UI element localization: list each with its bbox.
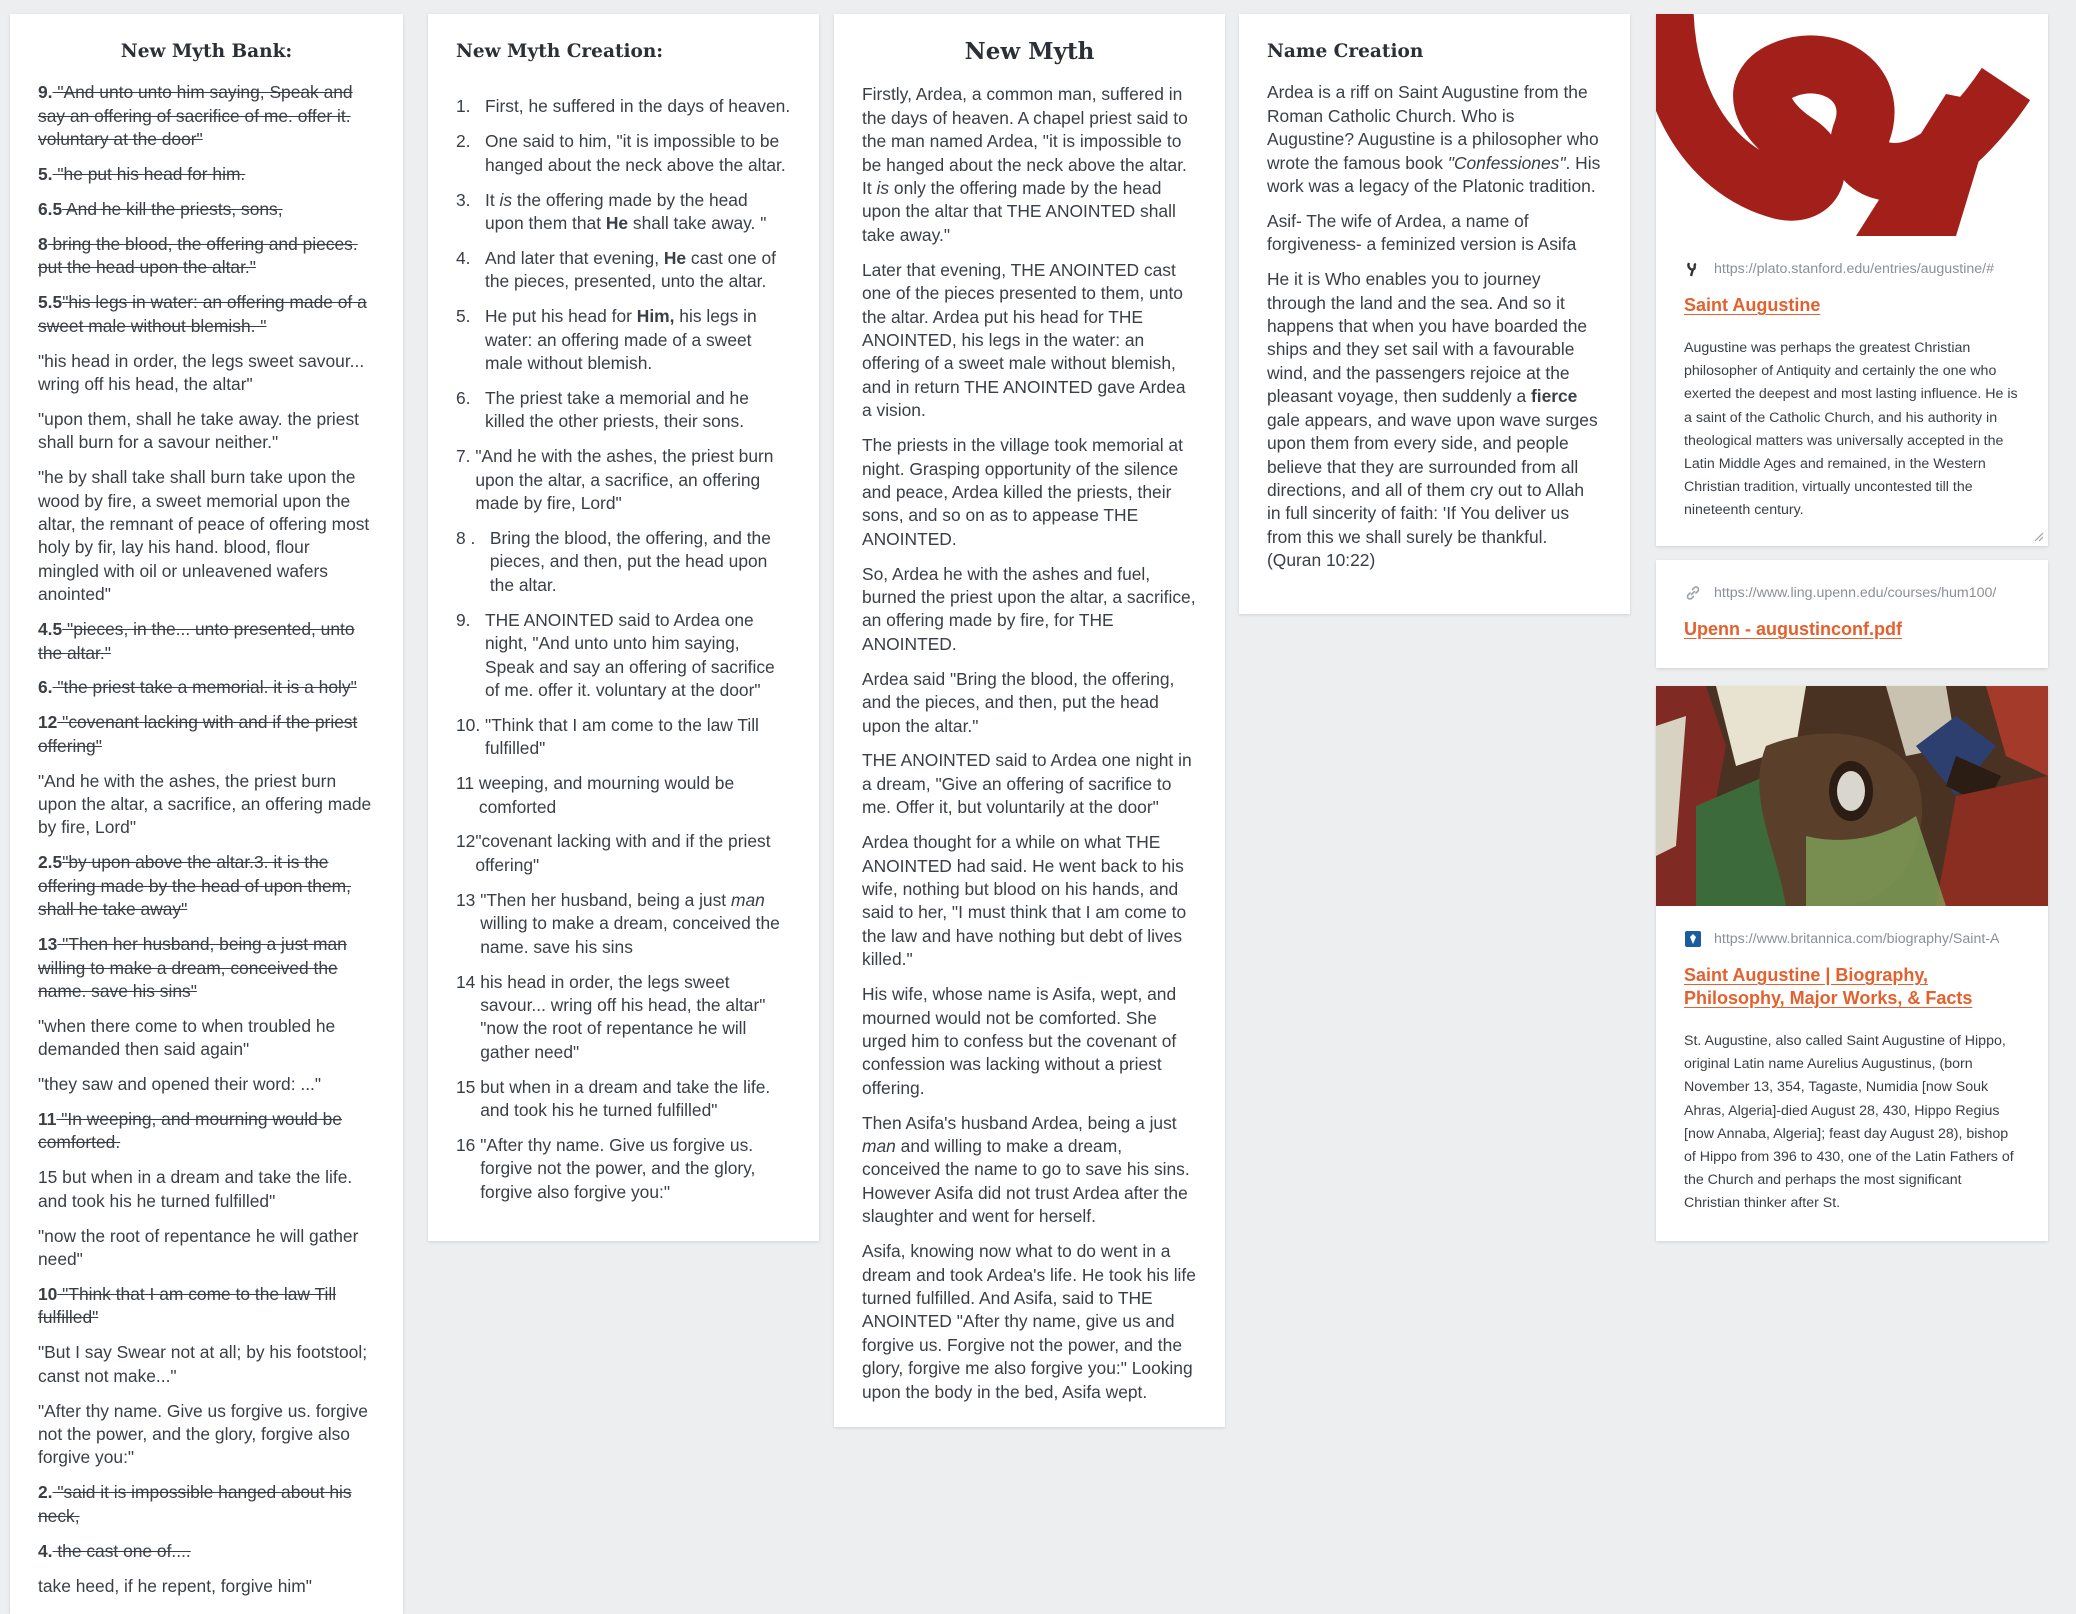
text-run: . His work was a legacy of the Platonic tradition.: [1267, 152, 1601, 197]
bank-item-number: 4.: [38, 1540, 53, 1561]
creation-item: [456, 1134, 791, 1204]
bank-item-number: 11: [38, 1109, 57, 1130]
bank-item-text: "But I say Swear not at all; by his footstool; canst not make...": [38, 1342, 368, 1386]
creation-item-number: 15: [456, 1076, 481, 1097]
creation-item-text: [485, 609, 791, 703]
bank-item-number: 10: [38, 1283, 58, 1304]
link-card-plato[interactable]: [1656, 14, 2048, 546]
myth-paragraph: [862, 749, 1197, 819]
bank-item-text: "Think that I am come to the law Till fulfilled": [38, 1283, 337, 1328]
myth-paragraph: [862, 1240, 1197, 1404]
creation-item-text: [480, 889, 791, 959]
myth-paragraph: [862, 83, 1197, 247]
text-run: Then Asifa's husband Ardea, being a just: [862, 1112, 1177, 1133]
creation-item: [456, 247, 791, 294]
bank-item-text: "And unto unto him saying, Speak and say an offering of sacrifice of me. offer it. voluntary at the door": [38, 82, 353, 150]
creation-item: [456, 830, 791, 877]
bank-item: [38, 1166, 375, 1213]
text-run: One said to him, "it is impossible to be hanged about the neck above the altar.: [485, 131, 786, 175]
bank-item-text: "when there come to when troubled he demanded then said again": [38, 1015, 336, 1060]
text-run: the offering made by the head upon them that: [485, 189, 748, 234]
text-run: He put his head for: [485, 306, 637, 327]
text-run: He it is Who enables you to journey through the land and the sea. And so it happens that when you have boarded the ships and they set sail with a favourable wind, and the passengers rejoice at the pleasant voyage, then suddenly a: [1267, 269, 1588, 407]
text-run: THE ANOINTED said to Ardea one night, "And unto unto him saying, Speak and say an offering of sacrifice of me. offer it. voluntary at the door": [485, 609, 775, 700]
sep-icon: [1684, 260, 1702, 278]
text-run: and willing to make a dream, conceived the name to go to save his sins. However Asifa did not trust Ardea after the slaughter and went for herself.: [862, 1136, 1190, 1227]
bank-item-text: take heed, if he repent, forgive him": [38, 1575, 312, 1596]
text-run: Asifa, knowing now what to do went in a dream and took Ardea's life. He took his life turned fulfilled. And Asifa, said to THE ANOINTED "After thy name, give us and forgive us. Forgive not the power, and the glory, forgive me also forgive you:" Looking upon the body in the bed, Asifa wept.: [862, 1241, 1196, 1402]
creation-item: [456, 305, 791, 375]
creation-item-text: [485, 130, 791, 177]
url-row: [1684, 260, 2020, 278]
bank-item: [38, 1540, 375, 1563]
bank-list: [38, 81, 375, 1598]
bank-item-number: 4.5: [38, 619, 63, 640]
britannica-icon: [1684, 930, 1702, 948]
text-run: fierce: [1530, 386, 1578, 407]
text-run: his head in order, the legs sweet savour... wring off his head, the altar" "now the root of repentance he will gather need": [480, 971, 766, 1062]
text-run: but when in a dream and take the life. and took his he turned fulfilled": [480, 1076, 771, 1121]
text-run: Bring the blood, the offering, and the pieces, and then, put the head upon the altar.: [489, 528, 771, 595]
text-run: The priests in the village took memorial at night. Grasping opportunity of the silence and peace, Ardea killed the priests, their sons, and so on as to appease THE ANOINTED.: [862, 435, 1183, 549]
bank-item-number: 6.5: [38, 199, 63, 220]
myth-paragraph: [862, 668, 1197, 738]
bank-item-number: 6.: [38, 677, 53, 698]
bank-item-text: "he by shall take shall burn take upon the wood by fire, a sweet memorial upon the altar, the remnant of peace of offering most holy by fir, lay his hand. blood, flour mingled with oil or unleavened wafers anointed": [38, 467, 370, 605]
link-title-saint-augustine[interactable]: Saint Augustine: [1684, 295, 1821, 315]
text-run: willing to make a dream, conceived the name. save his sins: [480, 913, 780, 957]
creation-item-text: [485, 714, 791, 761]
text-run: Asif- The wife of Ardea, a name of forgiveness- a feminized version is Asifa: [1267, 210, 1577, 255]
creation-item: [456, 95, 791, 118]
bank-title: New Myth Bank:: [120, 41, 293, 62]
creation-item-text: [475, 830, 791, 877]
bank-item: [38, 1341, 375, 1388]
sep-logo-image: [1656, 14, 2048, 236]
sep-logo-icon: [1656, 14, 2048, 236]
creation-item-number: 8 .: [456, 528, 490, 548]
link-url: https://plato.stanford.edu/entries/augustine/#: [1714, 261, 1994, 277]
text-run: First, he suffered in the days of heaven.: [485, 96, 791, 117]
text-run: The priest take a memorial and he killed the other priests, their sons.: [485, 387, 749, 432]
myth-paragraph: [862, 831, 1197, 971]
bank-item-text: "he put his head for him.: [52, 164, 246, 185]
text-run: Ardea is a riff on Saint Augustine from the Roman Catholic Church. Who is Augustine? Augustine is a philosopher who wrote the famous book: [1267, 82, 1599, 173]
creation-item: [456, 971, 791, 1065]
text-run: THE ANOINTED said to Ardea one night in a dream, "Give an offering of sacrifice to me. Offer it, but voluntarily at the door": [862, 750, 1192, 818]
bank-item-text: "And he with the ashes, the priest burn upon the altar, a sacrifice, an offering made by fire, Lord": [38, 770, 372, 838]
bank-item-number: 12: [38, 712, 58, 733]
creation-item-number: 3.: [456, 189, 485, 210]
text-run: gale appears, and wave upon wave surges upon them from every side, and people believe that they are surrounded from all directions, and all of them cry out to Allah in full sincerity of faith: 'If You deliver us from this we shall surely be thankful. (Quran 10:22): [1267, 409, 1598, 571]
link-title-britannica[interactable]: Saint Augustine | Biography, Philosophy, Major Works, & Facts: [1684, 965, 1973, 1008]
text-run: is: [876, 178, 890, 199]
bank-item-number: 13: [38, 934, 58, 955]
creation-item: [456, 189, 791, 236]
creation-list: [456, 95, 791, 1204]
bank-item-text: 15 but when in a dream and take the life. and took his he turned fulfilled": [38, 1167, 353, 1211]
text-run: "covenant lacking with and if the priest offering": [475, 831, 771, 875]
link-description: Augustine was perhaps the greatest Christian philosopher of Antiquity and certainly the one who exerted the deepest and most lasting influence. He is a saint of the Catholic Church, and his authority in theological matters was universally accepted in the Latin Middle Ages and remained, in the Western Christian tradition, virtually uncontested till the nineteenth century.: [1684, 340, 2018, 519]
bank-item: [38, 1481, 375, 1528]
creation-item-text: [485, 189, 791, 236]
bank-item-text: bring the blood, the offering and pieces. put the head upon the altar.": [38, 233, 358, 278]
creation-item-number: 7.: [456, 446, 476, 467]
bank-item: [38, 1015, 375, 1062]
text-run: So, Ardea he with the ashes and fuel, burned the priest upon the altar, a sacrifice, an offering made by fire, for THE ANOINTED.: [862, 563, 1196, 654]
myth-title: New Myth: [964, 38, 1095, 65]
myth-paragraph: [862, 563, 1197, 657]
link-card-upenn[interactable]: [1656, 560, 2048, 668]
text-run: Ardea thought for a while on what THE ANOINTED had said. He went back to his wife, nothing but blood on his hands, and said to her, "I must think that I am come to the law and have nothing but debt of lives killed.": [862, 832, 1187, 970]
url-row: [1684, 584, 2020, 602]
bank-item-text: "his head in order, the legs sweet savour... wring off his head, the altar": [38, 350, 365, 394]
resize-grip-icon[interactable]: [2032, 530, 2044, 542]
bank-item-text: "covenant lacking with and if the priest offering": [38, 712, 358, 756]
new-myth-card: [834, 14, 1225, 1427]
text-run: He: [605, 213, 629, 234]
bank-item: [38, 198, 375, 221]
creation-item: [456, 714, 791, 761]
bank-item-text: "pieces, in the... unto presented, unto the altar.": [38, 619, 355, 663]
bank-item: [38, 466, 375, 606]
creation-item: [456, 889, 791, 959]
creation-item-text: [485, 247, 791, 294]
link-url: https://www.britannica.com/biography/Saint-A: [1714, 931, 2000, 947]
text-run: man: [730, 889, 765, 910]
bank-item-text: "In weeping, and mourning would be comforted.: [38, 1109, 342, 1153]
text-run: "Think that I am come to the law Till fulfilled": [485, 714, 759, 759]
name-paragraph: [1267, 81, 1602, 198]
link-title-upenn[interactable]: Upenn - augustinconf.pdf: [1684, 619, 1902, 639]
name-paragraph: [1267, 210, 1602, 257]
bank-item: [38, 233, 375, 280]
text-run: only the offering made by the head upon the altar that THE ANOINTED shall take away.": [862, 178, 1176, 245]
text-run: It: [485, 189, 500, 210]
bank-item: [38, 408, 375, 455]
bank-item-text: "now the root of repentance he will gather need": [38, 1225, 359, 1270]
creation-item: [456, 387, 791, 434]
bank-item-text: "Then her husband, being a just man willing to make a dream, conceived the name. save his sins": [38, 934, 347, 1001]
creation-item-number: 1.: [456, 96, 485, 117]
text-run: shall take away. ": [628, 213, 767, 234]
creation-item-text: [480, 1076, 791, 1123]
name-paragraph: [1267, 268, 1602, 572]
bank-item: [38, 851, 375, 921]
creation-item-number: 9.: [456, 609, 485, 630]
creation-item-number: 14: [456, 971, 481, 992]
creation-item-number: 6.: [456, 387, 485, 408]
new-myth-bank-card: [10, 14, 403, 1614]
bank-item: [38, 291, 375, 338]
bank-item-text: "said it is impossible hanged about his neck,: [38, 1482, 352, 1526]
bank-item-number: 2.: [38, 1482, 53, 1503]
bank-item-number: 5.5: [38, 292, 63, 313]
text-run: cast one of the pieces, presented, unto the altar.: [485, 247, 777, 292]
creation-item-number: 12: [456, 831, 476, 852]
creation-title: New Myth Creation:: [456, 41, 664, 62]
creation-item: [456, 609, 791, 703]
text-run: "Confessiones": [1447, 152, 1566, 173]
bank-item-number: 8: [38, 233, 48, 254]
creation-item-text: [479, 772, 791, 819]
name-body: [1267, 81, 1602, 572]
bank-item: [38, 163, 375, 186]
bank-item: [38, 618, 375, 665]
bank-item: [38, 676, 375, 699]
text-run: Firstly, Ardea, a common man, suffered in the days of heaven. A chapel priest said to the man named Ardea, "it is impossible to be hanged about the neck above the altar. It: [862, 84, 1188, 199]
creation-item-number: 5.: [456, 306, 485, 327]
creation-item: [456, 527, 791, 597]
creation-item-text: [485, 305, 791, 375]
bank-item-text: And he kill the priests, sons,: [62, 199, 283, 220]
text-run: Him,: [636, 306, 675, 327]
text-run: weeping, and mourning would be comforted: [478, 773, 735, 817]
bank-item: [38, 933, 375, 1003]
bank-item: [38, 1108, 375, 1155]
bank-item: [38, 1400, 375, 1470]
creation-item-number: 11: [456, 773, 479, 794]
bank-item: [38, 1575, 375, 1598]
text-run: "After thy name. Give us forgive us. forgive not the power, and the glory, forgive also forgive you:": [480, 1134, 756, 1202]
link-icon: [1684, 584, 1702, 602]
creation-item-number: 10.: [456, 714, 486, 735]
name-title: Name Creation: [1267, 41, 1424, 62]
myth-paragraph: [862, 983, 1197, 1100]
creation-item-text: [490, 527, 791, 597]
link-card-britannica[interactable]: [1656, 686, 2048, 1241]
bank-item-text: "the priest take a memorial. it is a holy": [52, 677, 357, 698]
bank-item-text: "After thy name. Give us forgive us. forgive not the power, and the glory, forgive also forgive you:": [38, 1400, 368, 1468]
bank-item: [38, 770, 375, 840]
creation-item-text: [480, 971, 791, 1065]
bank-item: [38, 711, 375, 758]
new-myth-creation-card: [428, 14, 819, 1241]
text-run: Ardea said "Bring the blood, the offering, and the pieces, and then, put the head upon the altar.": [862, 668, 1175, 736]
text-run: And later that evening,: [485, 247, 664, 268]
creation-item-number: 2.: [456, 131, 485, 152]
creation-item: [456, 445, 791, 515]
creation-item-number: 16: [456, 1134, 481, 1155]
myth-body: [862, 83, 1197, 1404]
text-run: "And he with the ashes, the priest burn upon the altar, a sacrifice, an offering made by fire, Lord": [475, 446, 774, 514]
bank-item-number: 5.: [38, 164, 53, 185]
saint-augustine-painting-image: [1656, 686, 2048, 906]
myth-paragraph: [862, 259, 1197, 423]
creation-item-number: 13: [456, 889, 481, 910]
creation-item-text: [485, 387, 791, 434]
link-url: https://www.ling.upenn.edu/courses/hum100/: [1714, 585, 1997, 601]
text-run: is: [499, 189, 513, 210]
bank-item-text: "by upon above the altar.3. it is the offering made by the head of upon them, shall he take away": [38, 852, 351, 920]
bank-item-text: "they saw and opened their word: ...": [38, 1074, 322, 1095]
bank-item-number: 2.5: [38, 852, 63, 873]
creation-item-number: 4.: [456, 247, 485, 268]
bank-item-number: 9.: [38, 82, 53, 103]
text-run: He: [663, 247, 687, 268]
text-run: man: [862, 1136, 896, 1157]
myth-paragraph: [862, 1112, 1197, 1229]
name-creation-card: [1239, 14, 1630, 614]
creation-item: [456, 130, 791, 177]
bank-item: [38, 350, 375, 397]
creation-item-text: [480, 1134, 791, 1204]
creation-item-text: [485, 95, 791, 118]
creation-item: [456, 772, 791, 819]
bank-item: [38, 1225, 375, 1272]
myth-paragraph: [862, 434, 1197, 551]
bank-item: [38, 81, 375, 151]
link-description: St. Augustine, also called Saint Augustine of Hippo, original Latin name Aurelius Augustinus, (born November 13, 354, Tagaste, Numidia [now Souk Ahras, Algeria]-died August 28, 430, Hippo Regius [now Annaba, Algeria]; feast day August 28), bishop of Hippo from 396 to 430, one of the Latin Fathers of the Church and perhaps the most significant Christian thinker after St.: [1684, 1033, 2014, 1212]
bank-item: [38, 1283, 375, 1330]
bank-item-text: "his legs in water: an offering made of a sweet male without blemish. ": [38, 292, 367, 336]
creation-item: [456, 1076, 791, 1123]
text-run: his legs in water: an offering made of a sweet male without blemish.: [485, 306, 757, 374]
bank-item-text: "upon them, shall he take away. the priest shall burn for a savour neither.": [38, 408, 359, 453]
text-run: Later that evening, THE ANOINTED cast one of the pieces presented to them, unto the altar. Ardea put his head for THE ANOINTED, his legs in the water: an offering of a sweet male without blemish, and in return THE ANOINTED gave Ardea a vision.: [862, 259, 1186, 421]
bank-item-text: the cast one of....: [52, 1540, 191, 1561]
url-row: [1684, 930, 2020, 948]
creation-item-text: [475, 445, 791, 515]
text-run: His wife, whose name is Asifa, wept, and mourned would not be comforted. She urged him to confess but the covenant of confession was lacking without a priest offering.: [862, 984, 1177, 1098]
text-run: "Then her husband, being a just: [480, 889, 731, 910]
bank-item: [38, 1073, 375, 1096]
